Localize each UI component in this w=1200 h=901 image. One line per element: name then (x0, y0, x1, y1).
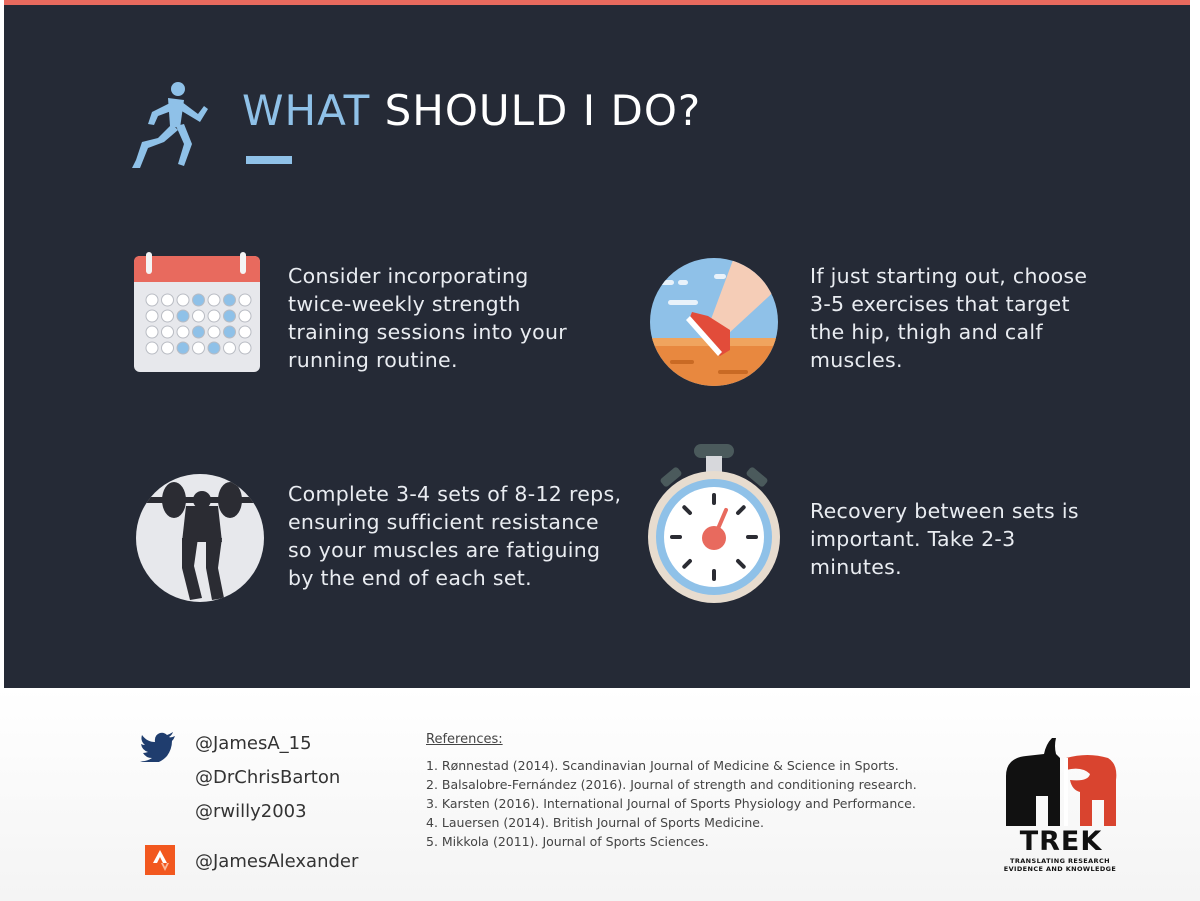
calendar-icon (132, 252, 264, 376)
reference-item: 5. Mikkola (2011). Journal of Sports Sciences. (426, 834, 709, 849)
calendar-day-dot (224, 342, 236, 354)
calendar-day-dot (162, 294, 174, 306)
trek-logo-word: TREK (1019, 826, 1103, 857)
reference-item: 3. Karsten (2016). International Journal of Sports Physiology and Performance. (426, 796, 916, 811)
tip-text-4: Recovery between sets is important. Take 2-3 minutes. (810, 499, 1079, 579)
calendar-day-dot (177, 310, 189, 322)
trek-logo-subtitle (990, 857, 1130, 873)
calendar-day-dot (146, 342, 158, 354)
calendar-day-dot (239, 310, 251, 322)
title-part-rest: SHOULD I DO? (384, 86, 702, 135)
reference-item: 1. Rønnestad (2014). Scandinavian Journal of Medicine & Science in Sports. (426, 758, 899, 773)
twitter-handle-3[interactable]: @rwilly2003 (195, 801, 307, 822)
top-accent-bar (4, 0, 1190, 5)
calendar-day-dot (162, 310, 174, 322)
tip-text-2: If just starting out, choose 3-5 exercises that target the hip, thigh and calf muscles. (810, 264, 1088, 372)
calendar-day-dot (224, 294, 236, 306)
calendar-day-dot (162, 342, 174, 354)
references-title: References: (426, 732, 503, 747)
references-list (426, 756, 917, 851)
trek-logo-subline-2: EVIDENCE AND KNOWLEDGE (1003, 865, 1117, 873)
calendar-day-dot (239, 342, 251, 354)
calendar-day-dot (239, 294, 251, 306)
calendar-day-dot (208, 342, 220, 354)
tip-text-1: Consider incorporating twice-weekly strength training sessions into your running routine. (288, 264, 567, 372)
twitter-icon (140, 732, 176, 762)
calendar-day-dot (208, 294, 220, 306)
calendar-day-dot (146, 294, 158, 306)
page-title (242, 86, 701, 135)
calendar-day-dot (193, 294, 205, 306)
strava-icon (145, 845, 175, 875)
calendar-day-dot (224, 326, 236, 338)
calendar-day-dot (162, 326, 174, 338)
running-shoe-icon (648, 256, 780, 388)
twitter-handle-2[interactable]: @DrChrisBarton (195, 767, 341, 788)
calendar-day-dot (193, 342, 205, 354)
calendar-day-dot (193, 326, 205, 338)
trek-logo-subline-1: TRANSLATING RESEARCH (1010, 857, 1110, 865)
title-underline (246, 156, 292, 164)
weightlifter-icon (134, 472, 266, 604)
runner-icon (128, 80, 208, 172)
calendar-day-dot (193, 310, 205, 322)
twitter-handle-1[interactable]: @JamesA_15 (195, 733, 312, 754)
calendar-day-dot (146, 326, 158, 338)
reference-item: 4. Lauersen (2014). British Journal of Sports Medicine. (426, 815, 764, 830)
reference-item: 2. Balsalobre-Fernández (2016). Journal of strength and conditioning research. (426, 777, 917, 792)
calendar-day-dot (239, 326, 251, 338)
strava-handle[interactable]: @JamesAlexander (195, 851, 359, 872)
title-part-what: WHAT (242, 86, 371, 135)
calendar-day-dot (208, 310, 220, 322)
infographic-panel (4, 0, 1190, 688)
calendar-day-dot (177, 326, 189, 338)
references (426, 732, 917, 851)
stopwatch-icon (644, 442, 784, 606)
trek-logo-icon (992, 736, 1132, 836)
calendar-day-dot (146, 310, 158, 322)
calendar-day-dot (208, 326, 220, 338)
tip-text-3: Complete 3-4 sets of 8-12 reps, ensuring sufficient resistance so your muscles are fatiguing by the end of each set. (288, 482, 622, 590)
calendar-day-dot (224, 310, 236, 322)
calendar-day-dot (177, 294, 189, 306)
calendar-day-dot (177, 342, 189, 354)
